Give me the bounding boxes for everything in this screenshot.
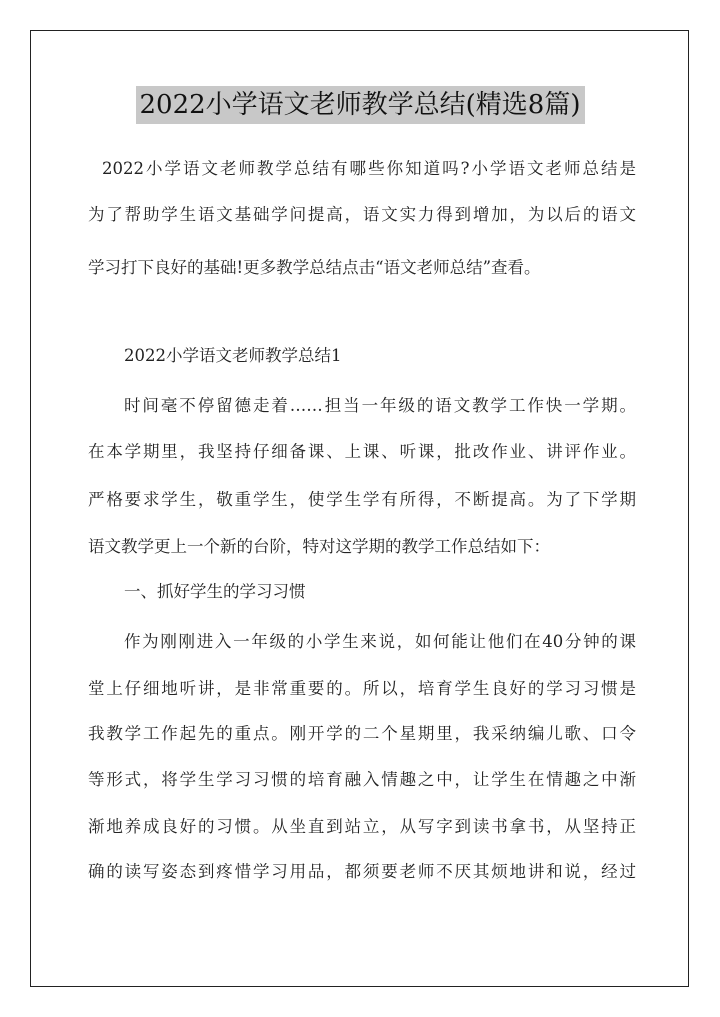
paragraph1-line-4: 语文教学更上一个新的台阶，特对这学期的教学工作总结如下：: [88, 537, 550, 556]
intro-line-1: 2022小学语文老师教学总结有哪些你知道吗?小学语文老师总结是: [102, 159, 636, 178]
paragraph2-line-6: 确的读写姿态到疼惜学习用品，都须要老师不厌其烦地讲和说，经过: [88, 862, 636, 881]
paragraph2-line-3: 我教学工作起先的重点。刚开学的二个星期里，我采纳编儿歌、口令: [88, 724, 636, 743]
title-container: [0, 86, 720, 124]
paragraph2-line-4: 等形式，将学生学习习惯的培育融入情趣之中，让学生在情趣之中渐: [88, 770, 636, 789]
section-heading: 2022小学语文老师教学总结1: [124, 346, 342, 365]
paragraph2-line-2: 堂上仔细地听讲，是非常重要的。所以，培育学生良好的学习习惯是: [88, 679, 636, 698]
paragraph2-line-5: 渐地养成良好的习惯。从坐直到站立，从写字到读书拿书，从坚持正: [88, 817, 636, 836]
subheading: 一、抓好学生的学习习惯: [124, 582, 306, 601]
intro-line-3: 学习打下良好的基础!更多教学总结点击“语文老师总结”查看。: [88, 258, 541, 277]
document-title: 2022小学语文老师教学总结(精选8篇): [136, 86, 585, 124]
intro-line-2: 为了帮助学生语文基础学问提高，语文实力得到增加，为以后的语文: [88, 205, 636, 224]
paragraph1-line-3: 严格要求学生，敬重学生，使学生学有所得，不断提高。为了下学期: [88, 490, 636, 509]
paragraph1-line-2: 在本学期里，我坚持仔细备课、上课、听课，批改作业、讲评作业。: [88, 442, 636, 461]
paragraph2-line-1: 作为刚刚进入一年级的小学生来说，如何能让他们在40分钟的课: [124, 632, 636, 651]
paragraph1-line-1: 时间毫不停留德走着……担当一年级的语文教学工作快一学期。: [124, 396, 636, 415]
